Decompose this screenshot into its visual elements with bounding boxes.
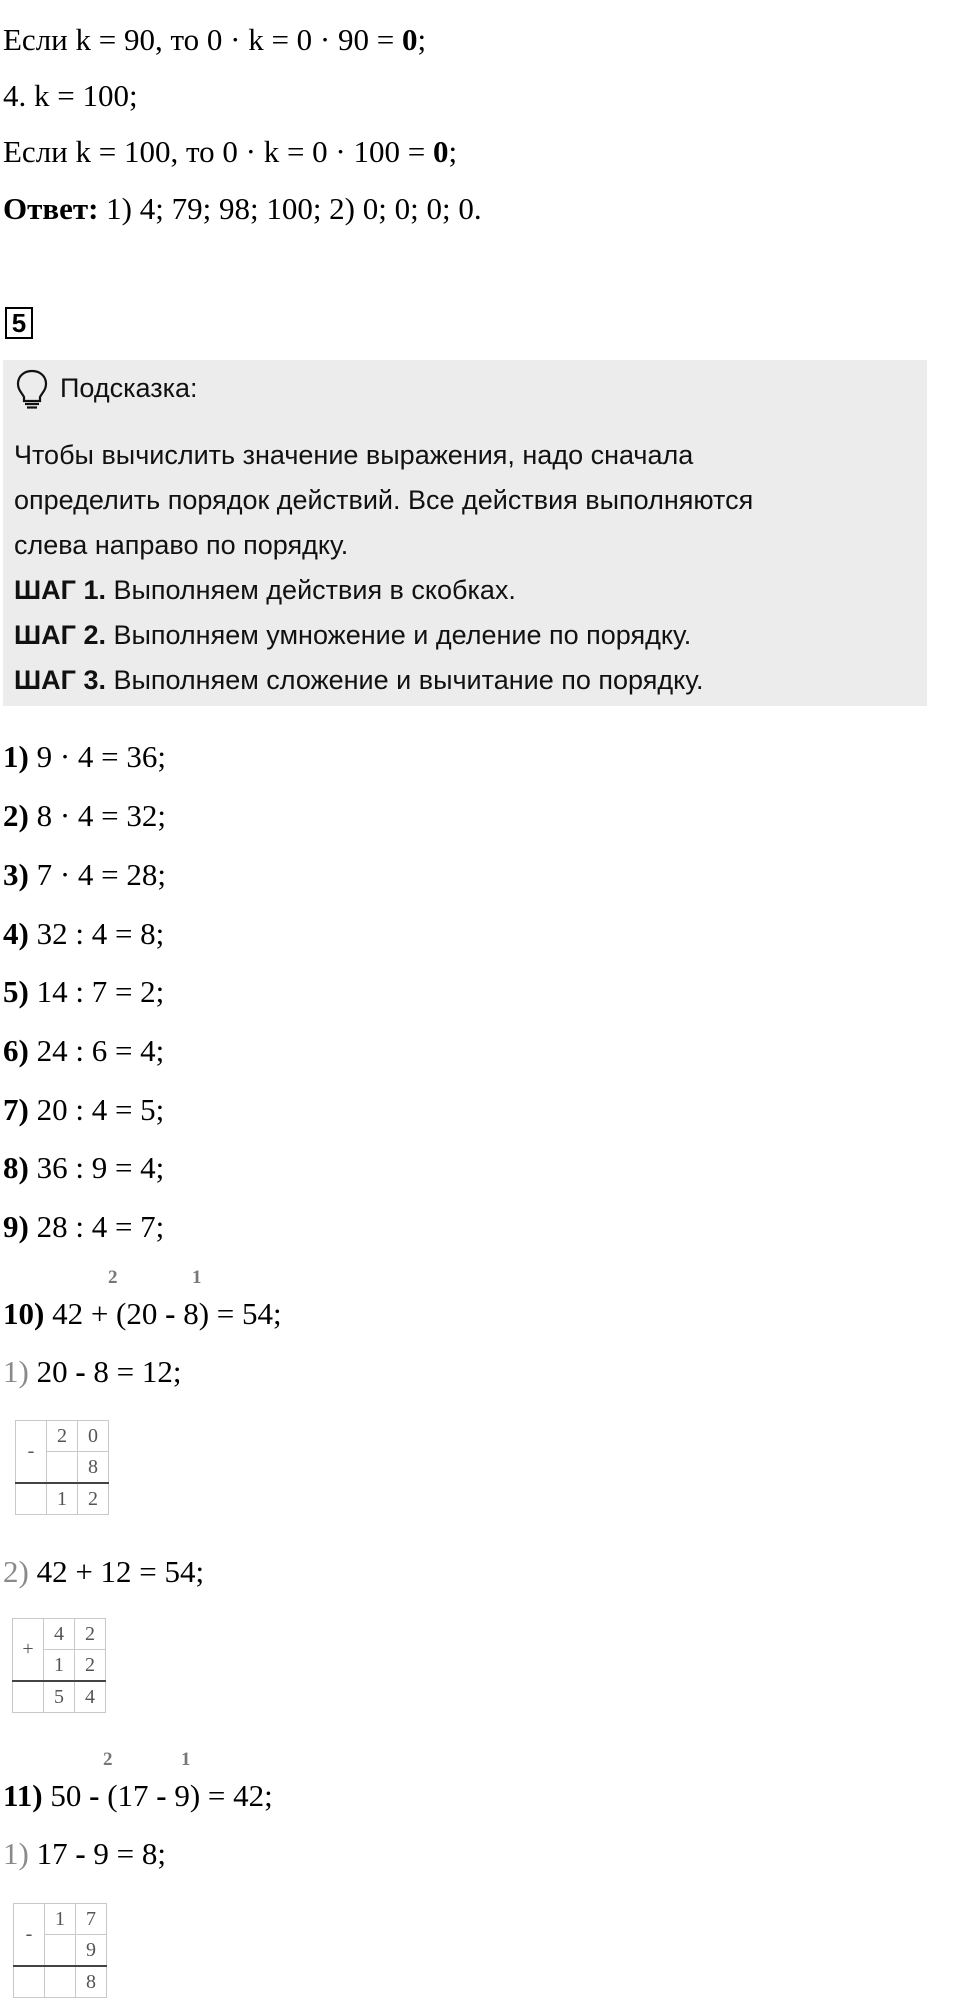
- minus-sign: -: [89, 1778, 100, 1813]
- item-11-expression: [3, 1780, 273, 1811]
- hint-title: Подсказка:: [60, 373, 198, 403]
- hint-step-2: [14, 620, 691, 651]
- prev-line-1: [3, 24, 426, 55]
- hint-text-3: слева направо по порядку.: [14, 530, 349, 560]
- item-10-step-1: [3, 1356, 182, 1387]
- digit-cell: 1: [44, 1650, 75, 1682]
- prev-line-3-text: Если k = 100, то 0 · k = 0 · 100 =: [3, 134, 433, 169]
- item-number: 6): [3, 1033, 29, 1068]
- solution-item: [3, 1035, 164, 1066]
- digit-cell: 8: [78, 1452, 109, 1484]
- item-expression: 24 : 6 = 4;: [28, 1033, 165, 1068]
- solution-item: [3, 1211, 164, 1242]
- item-number: 1): [3, 739, 29, 774]
- lightbulb-icon: [15, 368, 49, 410]
- expr-part: 42 + 12 = 54;: [28, 1554, 205, 1589]
- order-mark-1: 1: [181, 1749, 191, 1770]
- order-mark-1: 1: [192, 1267, 202, 1288]
- solution-item: [3, 741, 166, 772]
- item-expression: 8 · 4 = 32;: [28, 798, 166, 833]
- hint-text-1: Чтобы вычислить значение выражения, надо сначала: [14, 440, 694, 470]
- minus-sign: -: [75, 1354, 86, 1389]
- hint-box: [3, 360, 927, 706]
- minus-sign: -: [75, 1836, 86, 1871]
- item-11-step-1: [3, 1838, 166, 1869]
- hint-step-2-text: Выполняем умножение и деление по порядку.: [105, 620, 692, 650]
- digit-cell: [14, 1966, 45, 1998]
- prev-line-1-text: Если k = 90, то 0 · k = 0 · 90 =: [3, 22, 402, 57]
- item-number: 5): [3, 974, 29, 1009]
- digit-cell: 1: [45, 1904, 76, 1935]
- step-number: 1): [3, 1354, 29, 1389]
- digit-cell: 4: [44, 1619, 75, 1650]
- item-number: 2): [3, 798, 29, 833]
- order-mark-2: 2: [108, 1267, 118, 1288]
- item-number: 11): [3, 1778, 43, 1813]
- prev-line-3-end: ;: [448, 134, 458, 169]
- expr-part: 17: [28, 1836, 76, 1871]
- digit-cell: 2: [75, 1619, 106, 1650]
- digit-cell: 1: [47, 1483, 78, 1515]
- solution-item: [3, 918, 164, 949]
- digit-cell: 8: [76, 1966, 107, 1998]
- digit-cell: 2: [78, 1483, 109, 1515]
- solution-item: [3, 976, 164, 1007]
- item-expression: 32 : 4 = 8;: [28, 916, 165, 951]
- prev-answer: [3, 193, 482, 224]
- hint-step-1-text: Выполняем действия в скобках.: [105, 575, 516, 605]
- task-number: 5: [5, 307, 33, 339]
- prev-line-3-result: 0: [433, 134, 449, 169]
- item-number: 7): [3, 1092, 29, 1127]
- item-expression: 7 · 4 = 28;: [28, 857, 166, 892]
- digit-cell: 0: [78, 1421, 109, 1452]
- expr-part: 8) = 54;: [175, 1296, 282, 1331]
- expr-part: 50: [42, 1778, 90, 1813]
- item-number: 8): [3, 1150, 29, 1185]
- digit-cell: 9: [76, 1935, 107, 1967]
- item-expression: 28 : 4 = 7;: [28, 1209, 165, 1244]
- answer-label: Ответ:: [3, 191, 99, 226]
- expr-part: 9 = 8;: [85, 1836, 167, 1871]
- column-subtraction-1: [15, 1420, 109, 1515]
- prev-line-2: 4. k = 100;: [3, 78, 138, 113]
- expr-part: (17: [99, 1778, 157, 1813]
- digit-cell: [47, 1452, 78, 1484]
- digit-cell: 4: [75, 1681, 106, 1713]
- digit-cell: 5: [44, 1681, 75, 1713]
- column-addition: [12, 1618, 106, 1713]
- digit-cell: [45, 1935, 76, 1967]
- solution-item: [3, 800, 166, 831]
- hint-step-2-label: ШАГ 2.: [14, 620, 106, 650]
- solution-item: [3, 859, 166, 890]
- digit-cell: 2: [47, 1421, 78, 1452]
- hint-step-3: [14, 665, 704, 696]
- column-operator: +: [13, 1619, 44, 1682]
- expr-part: 42 + (20: [44, 1296, 166, 1331]
- item-number: 3): [3, 857, 29, 892]
- prev-line-1-end: ;: [417, 22, 427, 57]
- digit-cell: 7: [76, 1904, 107, 1935]
- step-number: 2): [3, 1554, 29, 1589]
- expr-part: 8 = 12;: [85, 1354, 182, 1389]
- item-number: 4): [3, 916, 29, 951]
- item-expression: 14 : 7 = 2;: [28, 974, 165, 1009]
- step-number: 1): [3, 1836, 29, 1871]
- column-operator: -: [16, 1421, 47, 1484]
- item-10-expression: [3, 1298, 282, 1329]
- column-operator: -: [14, 1904, 45, 1967]
- item-expression: 36 : 9 = 4;: [28, 1150, 165, 1185]
- order-mark-2: 2: [103, 1749, 113, 1770]
- solution-item: [3, 1094, 164, 1125]
- prev-line-1-result: 0: [402, 22, 418, 57]
- hint-step-3-text: Выполняем сложение и вычитание по порядку.: [105, 665, 704, 695]
- hint-step-3-label: ШАГ 3.: [14, 665, 106, 695]
- hint-text-2: определить порядок действий. Все действия выполняются: [14, 485, 754, 515]
- minus-sign: -: [156, 1778, 167, 1813]
- digit-cell: 2: [75, 1650, 106, 1682]
- minus-sign: -: [165, 1296, 176, 1331]
- item-expression: 9 · 4 = 36;: [28, 739, 166, 774]
- solution-item: [3, 1152, 164, 1183]
- digit-cell: [16, 1483, 47, 1515]
- hint-step-1: [14, 575, 516, 606]
- digit-cell: [45, 1966, 76, 1998]
- item-expression: 20 : 4 = 5;: [28, 1092, 165, 1127]
- expr-part: 9) = 42;: [166, 1778, 273, 1813]
- digit-cell: [13, 1681, 44, 1713]
- prev-line-3: [3, 136, 457, 167]
- item-number: 10): [3, 1296, 45, 1331]
- answer-text: 1) 4; 79; 98; 100; 2) 0; 0; 0; 0.: [98, 191, 482, 226]
- hint-step-1-label: ШАГ 1.: [14, 575, 106, 605]
- item-10-step-2: [3, 1556, 204, 1587]
- expr-part: 20: [28, 1354, 76, 1389]
- column-subtraction-2: [13, 1903, 107, 1998]
- item-number: 9): [3, 1209, 29, 1244]
